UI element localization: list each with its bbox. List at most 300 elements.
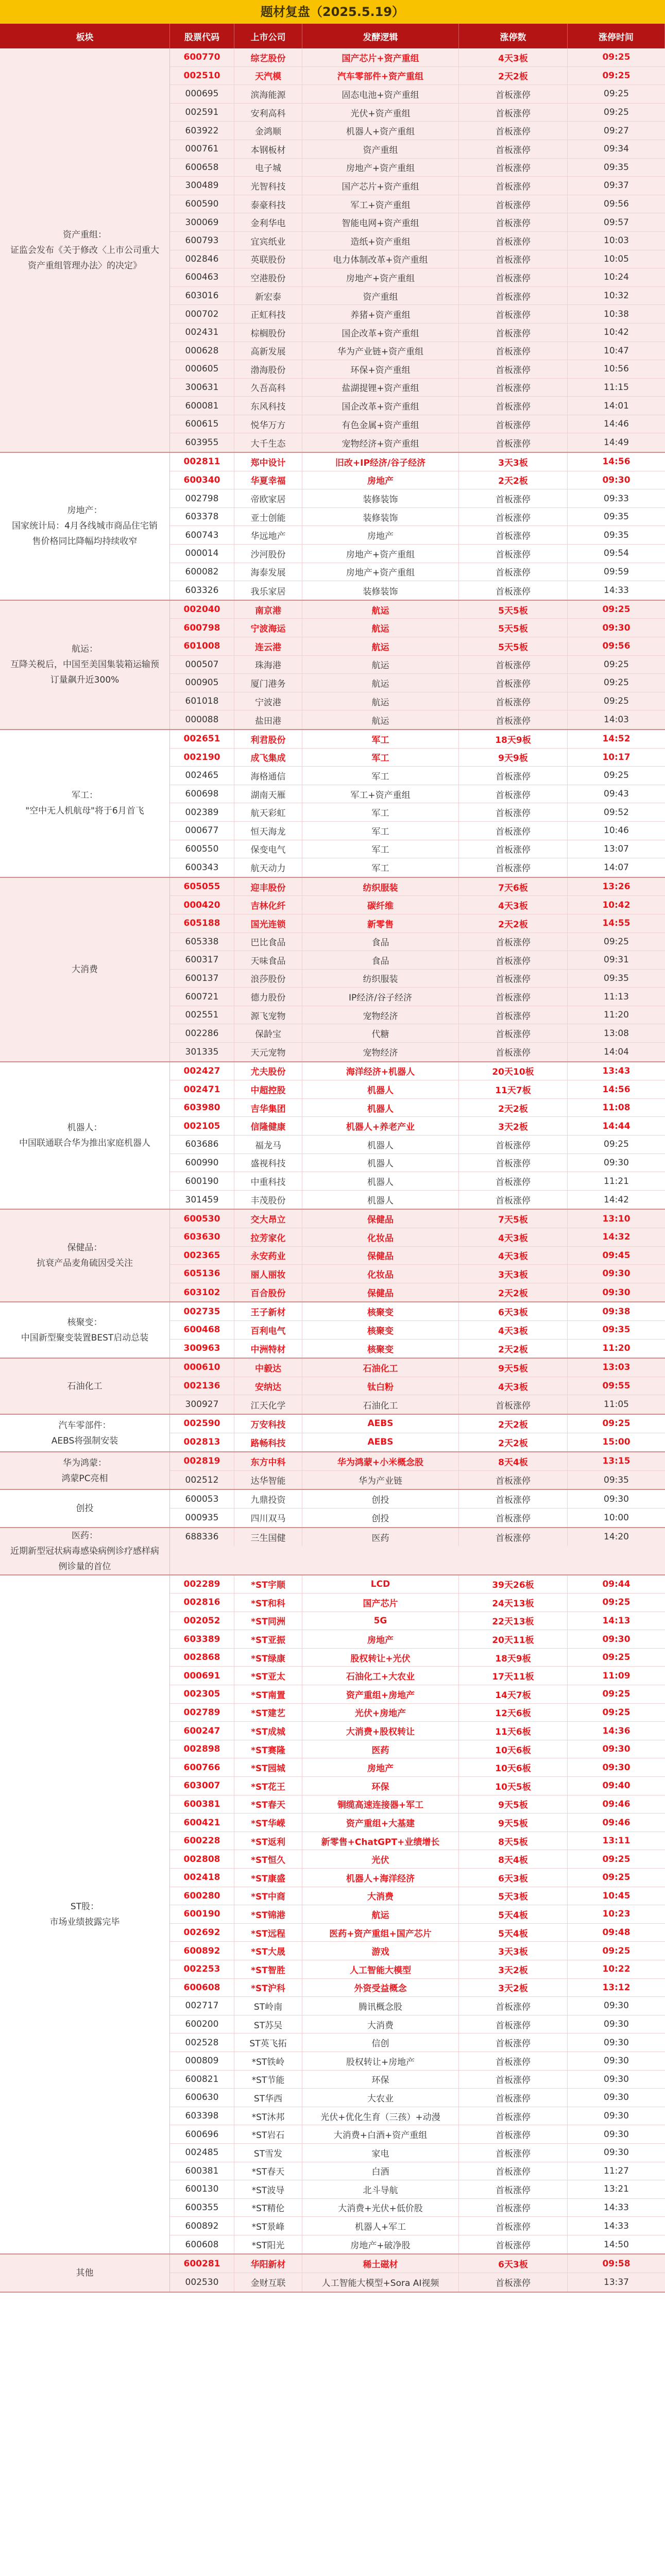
table-row bbox=[170, 1942, 665, 1960]
table-row bbox=[170, 195, 665, 214]
table-row bbox=[170, 1265, 665, 1283]
stock-code: 000088 bbox=[170, 710, 234, 729]
sector-label-cell bbox=[0, 1062, 170, 1209]
stock-code: 600190 bbox=[170, 1905, 234, 1923]
limit-count: 24天13板 bbox=[459, 1594, 568, 1612]
limit-time: 10:00 bbox=[604, 1512, 629, 1523]
company-name: 成飞集成 bbox=[234, 749, 302, 767]
limit-time: 09:30 bbox=[602, 622, 630, 633]
limit-time: 09:25 bbox=[604, 1139, 629, 1150]
table-row bbox=[170, 1191, 665, 1209]
ferment-logic: 石油化工 bbox=[302, 1359, 459, 1377]
table-row bbox=[170, 1722, 665, 1740]
table-row bbox=[170, 213, 665, 232]
ferment-logic: 华为产业链 bbox=[302, 1471, 459, 1489]
limit-time: 09:30 bbox=[604, 2019, 629, 2030]
limit-count: 11天7板 bbox=[459, 1080, 568, 1098]
ferment-logic: 创投 bbox=[302, 1490, 459, 1508]
stock-code: 002811 bbox=[170, 453, 234, 471]
company-name: 丰茂股份 bbox=[234, 1191, 302, 1209]
limit-time: 13:26 bbox=[602, 882, 630, 892]
stock-code: 002551 bbox=[170, 1006, 234, 1024]
limit-time: 13:37 bbox=[604, 2277, 629, 2287]
limit-time: 09:35 bbox=[604, 512, 629, 522]
stock-code: 002105 bbox=[170, 1117, 234, 1135]
limit-time: 09:30 bbox=[604, 2001, 629, 2011]
sector-label-cell bbox=[0, 730, 170, 877]
company-name: 厦门港务 bbox=[234, 674, 302, 692]
limit-time: 09:31 bbox=[604, 955, 629, 965]
header-code: 股票代码 bbox=[170, 24, 234, 48]
table-row bbox=[170, 1302, 665, 1321]
ferment-logic: 纺织服装 bbox=[302, 970, 459, 988]
ferment-logic: 造纸+资产重组 bbox=[302, 232, 459, 250]
company-name: 保龄宝 bbox=[234, 1024, 302, 1042]
table-row bbox=[170, 104, 665, 122]
limit-count: 首板涨停 bbox=[459, 2273, 568, 2292]
limit-count: 首板涨停 bbox=[459, 232, 568, 250]
limit-count: 首板涨停 bbox=[459, 2033, 568, 2052]
limit-time: 10:32 bbox=[604, 291, 629, 301]
ferment-logic: 军工+资产重组 bbox=[302, 195, 459, 213]
stock-code: 603630 bbox=[170, 1228, 234, 1246]
sector-label: ST股： 市场业绩披露完毕 bbox=[49, 1901, 120, 1927]
ferment-logic: 化妆品 bbox=[302, 1265, 459, 1283]
table-row bbox=[170, 1006, 665, 1025]
table-row bbox=[170, 730, 665, 749]
limit-count: 2天2板 bbox=[459, 1340, 568, 1358]
limit-count: 2天2板 bbox=[459, 914, 568, 933]
limit-count: 首板涨停 bbox=[459, 1471, 568, 1489]
company-name: 天味食品 bbox=[234, 951, 302, 969]
table-row bbox=[170, 1043, 665, 1061]
company-name: *ST锦港 bbox=[234, 1905, 302, 1923]
ferment-logic: 资产重组+大基建 bbox=[302, 1814, 459, 1832]
company-name: 吉林化纤 bbox=[234, 896, 302, 914]
stock-code: 600280 bbox=[170, 1887, 234, 1905]
limit-time: 10:45 bbox=[602, 1890, 630, 1901]
table-row bbox=[170, 1612, 665, 1631]
limit-count: 3天3板 bbox=[459, 453, 568, 471]
company-name: 海泰发展 bbox=[234, 563, 302, 581]
ferment-logic: 养猪+资产重组 bbox=[302, 305, 459, 323]
ferment-logic: 北斗导航 bbox=[302, 2180, 459, 2198]
table-row bbox=[170, 1997, 665, 2015]
limit-time: 09:30 bbox=[602, 1268, 630, 1279]
limit-time: 09:30 bbox=[604, 1494, 629, 1504]
limit-time: 09:30 bbox=[602, 1287, 630, 1298]
limit-count: 首板涨停 bbox=[459, 1191, 568, 1209]
limit-time: 09:46 bbox=[602, 1817, 630, 1828]
company-name: 金鸿顺 bbox=[234, 122, 302, 140]
limit-time: 09:25 bbox=[604, 677, 629, 688]
limit-time: 10:38 bbox=[604, 309, 629, 319]
ferment-logic: 大消费+白酒+资产重组 bbox=[302, 2125, 459, 2143]
limit-count: 5天5板 bbox=[459, 601, 568, 619]
table-row bbox=[170, 140, 665, 159]
stock-code: 600615 bbox=[170, 415, 234, 433]
stock-code: 002052 bbox=[170, 1612, 234, 1630]
company-name: 中洲特材 bbox=[234, 1340, 302, 1358]
stock-code: 301335 bbox=[170, 1043, 234, 1061]
limit-count: 首板涨停 bbox=[459, 1043, 568, 1061]
table-row bbox=[170, 1452, 665, 1471]
limit-count: 22天13板 bbox=[459, 1612, 568, 1630]
company-name: 盛视科技 bbox=[234, 1154, 302, 1172]
stock-code: 002253 bbox=[170, 1960, 234, 1978]
ferment-logic: 装修装饰 bbox=[302, 508, 459, 526]
limit-time: 11:13 bbox=[604, 991, 629, 1002]
ferment-logic: 核聚变 bbox=[302, 1321, 459, 1339]
limit-count: 首板涨停 bbox=[459, 803, 568, 821]
header-limit-count: 涨停数 bbox=[459, 24, 568, 48]
stock-code: 603102 bbox=[170, 1283, 234, 1302]
ferment-logic: 信创 bbox=[302, 2033, 459, 2052]
stock-code: 002591 bbox=[170, 104, 234, 122]
limit-time: 09:25 bbox=[602, 1854, 630, 1865]
ferment-logic: 机器人 bbox=[302, 1080, 459, 1098]
limit-time: 14:44 bbox=[602, 1121, 630, 1131]
stock-code: 000809 bbox=[170, 2052, 234, 2070]
limit-count: 2天2板 bbox=[459, 1283, 568, 1302]
stock-code: 600468 bbox=[170, 1321, 234, 1339]
limit-count: 8天4板 bbox=[459, 1452, 568, 1470]
stock-code: 000628 bbox=[170, 342, 234, 360]
company-name: 正虹科技 bbox=[234, 305, 302, 323]
limit-count: 8天5板 bbox=[459, 1832, 568, 1850]
limit-time: 09:40 bbox=[602, 1781, 630, 1791]
ferment-logic: 人工智能大模型+Sora AI视频 bbox=[302, 2273, 459, 2292]
ferment-logic: 装修装饰 bbox=[302, 581, 459, 600]
stock-code: 603007 bbox=[170, 1777, 234, 1795]
limit-count: 首板涨停 bbox=[459, 213, 568, 231]
limit-count: 3天3板 bbox=[459, 1942, 568, 1960]
table-row bbox=[170, 1172, 665, 1191]
company-name: 珠海港 bbox=[234, 656, 302, 674]
limit-count: 2天2板 bbox=[459, 67, 568, 85]
limit-time: 10:17 bbox=[602, 752, 630, 762]
limit-time: 14:36 bbox=[602, 1725, 630, 1736]
limit-count: 首板涨停 bbox=[459, 988, 568, 1006]
company-name: 恒天海龙 bbox=[234, 822, 302, 840]
ferment-logic: 旧改+IP经济/谷子经济 bbox=[302, 453, 459, 471]
limit-time: 09:30 bbox=[602, 474, 630, 485]
limit-time: 09:56 bbox=[604, 199, 629, 210]
limit-time: 09:43 bbox=[604, 789, 629, 800]
ferment-logic: 军工 bbox=[302, 730, 459, 748]
company-name: 郑中设计 bbox=[234, 453, 302, 471]
company-name: *ST恒久 bbox=[234, 1850, 302, 1868]
ferment-logic: 5G bbox=[302, 1612, 459, 1630]
limit-time: 14:56 bbox=[602, 456, 630, 467]
stock-code: 002418 bbox=[170, 1869, 234, 1887]
sector-label: 医药： 近期新型冠状病毒感染病例诊疗感样病例诊量的首位 bbox=[10, 1530, 159, 1572]
ferment-logic: 代糖 bbox=[302, 1024, 459, 1042]
stock-code: 603326 bbox=[170, 581, 234, 600]
company-name: 拉芳家化 bbox=[234, 1228, 302, 1246]
limit-count: 6天3板 bbox=[459, 1869, 568, 1887]
stock-code: 002289 bbox=[170, 1575, 234, 1594]
table-row bbox=[170, 1024, 665, 1043]
company-name: 万安科技 bbox=[234, 1415, 302, 1433]
stock-code: 300631 bbox=[170, 379, 234, 397]
stock-code: 000691 bbox=[170, 1667, 234, 1685]
limit-count: 首板涨停 bbox=[459, 85, 568, 103]
limit-count: 9天5板 bbox=[459, 1359, 568, 1377]
stock-code: 600381 bbox=[170, 2162, 234, 2180]
company-name: *ST景峰 bbox=[234, 2217, 302, 2235]
ferment-logic: 房地产+资产重组 bbox=[302, 545, 459, 563]
company-name: *ST智胜 bbox=[234, 1960, 302, 1978]
limit-time: 09:25 bbox=[602, 52, 630, 63]
sector-label-cell bbox=[0, 2255, 170, 2291]
stock-code: 002846 bbox=[170, 250, 234, 268]
sector-label: 其他 bbox=[76, 2268, 94, 2279]
stock-code: 002465 bbox=[170, 767, 234, 785]
table-row bbox=[170, 1850, 665, 1869]
table-row bbox=[170, 2273, 665, 2292]
stock-code: 600766 bbox=[170, 1758, 234, 1776]
limit-count: 首板涨停 bbox=[459, 1997, 568, 2015]
company-name: 大千生态 bbox=[234, 433, 302, 452]
stock-code: 002136 bbox=[170, 1377, 234, 1395]
ferment-logic: 航运 bbox=[302, 710, 459, 729]
sector-label: 大消费 bbox=[72, 964, 98, 975]
sector-group bbox=[0, 1359, 665, 1415]
limit-time: 09:25 bbox=[602, 1418, 630, 1429]
table-row bbox=[170, 988, 665, 1006]
table-row bbox=[170, 453, 665, 471]
stock-code: 002040 bbox=[170, 601, 234, 619]
limit-time: 09:35 bbox=[604, 162, 629, 173]
table-row bbox=[170, 710, 665, 729]
limit-time: 13:21 bbox=[604, 2184, 629, 2195]
limit-time: 09:25 bbox=[604, 659, 629, 670]
table-row bbox=[170, 1777, 665, 1795]
ferment-logic: 装修装饰 bbox=[302, 489, 459, 507]
company-name: *ST返利 bbox=[234, 1832, 302, 1850]
stock-code: 002590 bbox=[170, 1415, 234, 1433]
stock-code: 002717 bbox=[170, 1997, 234, 2015]
stock-code: 301459 bbox=[170, 1191, 234, 1209]
limit-time: 09:37 bbox=[604, 180, 629, 191]
stock-code: 600463 bbox=[170, 268, 234, 286]
table-row bbox=[170, 545, 665, 563]
limit-count: 首板涨停 bbox=[459, 379, 568, 397]
table-row bbox=[170, 1136, 665, 1154]
stock-code: 002512 bbox=[170, 1471, 234, 1489]
stock-code: 605136 bbox=[170, 1265, 234, 1283]
company-name: 百利电气 bbox=[234, 1321, 302, 1339]
limit-count: 4天3板 bbox=[459, 1247, 568, 1265]
sector-label-cell bbox=[0, 48, 170, 452]
ferment-logic: 环保 bbox=[302, 2071, 459, 2089]
table-row bbox=[170, 2199, 665, 2217]
ferment-logic: 游戏 bbox=[302, 1942, 459, 1960]
company-name: *ST华嵘 bbox=[234, 1814, 302, 1832]
table-row bbox=[170, 2052, 665, 2071]
limit-time: 09:25 bbox=[602, 1652, 630, 1663]
table-row bbox=[170, 1869, 665, 1887]
stock-code: 002528 bbox=[170, 2033, 234, 2052]
ferment-logic: 机器人 bbox=[302, 1136, 459, 1154]
company-name: 达华智能 bbox=[234, 1471, 302, 1489]
stock-code: 600696 bbox=[170, 2125, 234, 2143]
limit-time: 09:57 bbox=[604, 217, 629, 228]
sector-label: 汽车零部件： AEBS将强制安装 bbox=[51, 1420, 118, 1446]
stock-code: 000507 bbox=[170, 656, 234, 674]
stock-code: 002789 bbox=[170, 1704, 234, 1722]
table-row bbox=[170, 1887, 665, 1906]
limit-count: 首板涨停 bbox=[459, 840, 568, 858]
limit-time: 13:43 bbox=[602, 1065, 630, 1076]
limit-count: 首板涨停 bbox=[459, 104, 568, 122]
stock-code: 300069 bbox=[170, 213, 234, 231]
company-name: ST岭南 bbox=[234, 1997, 302, 2015]
limit-count: 首板涨停 bbox=[459, 545, 568, 563]
limit-count: 首板涨停 bbox=[459, 1395, 568, 1414]
table-row bbox=[170, 1377, 665, 1396]
sector-group bbox=[0, 601, 665, 730]
stock-code: 002898 bbox=[170, 1740, 234, 1758]
table-row bbox=[170, 1649, 665, 1667]
stock-code: 002485 bbox=[170, 2144, 234, 2162]
limit-count: 2天2板 bbox=[459, 1415, 568, 1433]
table-row bbox=[170, 1283, 665, 1302]
table-row bbox=[170, 67, 665, 86]
company-name: 高新发展 bbox=[234, 342, 302, 360]
ferment-logic: 国产芯片 bbox=[302, 1594, 459, 1612]
company-name: *ST精伦 bbox=[234, 2199, 302, 2217]
table-row bbox=[170, 1415, 665, 1433]
limit-time: 14:42 bbox=[604, 1194, 629, 1205]
stock-code: 601018 bbox=[170, 692, 234, 710]
sector-rows bbox=[170, 48, 665, 452]
table-row bbox=[170, 415, 665, 434]
stock-code: 600793 bbox=[170, 232, 234, 250]
company-name: 安纳达 bbox=[234, 1377, 302, 1395]
ferment-logic: 机器人 bbox=[302, 1191, 459, 1209]
limit-count: 3天2板 bbox=[459, 1960, 568, 1978]
stock-code: 600381 bbox=[170, 1795, 234, 1814]
stock-code: 600530 bbox=[170, 1210, 234, 1228]
limit-count: 首板涨停 bbox=[459, 2180, 568, 2198]
company-name: 路畅科技 bbox=[234, 1433, 302, 1452]
ferment-logic: 房地产 bbox=[302, 1758, 459, 1776]
company-name: 中重科技 bbox=[234, 1172, 302, 1190]
stock-code: 600608 bbox=[170, 2235, 234, 2254]
company-name: 渤海股份 bbox=[234, 360, 302, 378]
sector-label-cell bbox=[0, 601, 170, 729]
company-name: *ST康盛 bbox=[234, 1869, 302, 1887]
company-name: *ST春天 bbox=[234, 2162, 302, 2180]
company-name: *ST节能 bbox=[234, 2071, 302, 2089]
limit-time: 14:33 bbox=[604, 2202, 629, 2213]
limit-count: 6天3板 bbox=[459, 2255, 568, 2273]
stock-code: 600281 bbox=[170, 2255, 234, 2273]
table-row bbox=[170, 1062, 665, 1081]
limit-time: 14:52 bbox=[602, 734, 630, 744]
limit-count: 首板涨停 bbox=[459, 951, 568, 969]
company-name: *ST大晟 bbox=[234, 1942, 302, 1960]
limit-count: 2天2板 bbox=[459, 1433, 568, 1452]
limit-count: 2天2板 bbox=[459, 1099, 568, 1117]
limit-time: 11:20 bbox=[602, 1343, 630, 1354]
limit-time: 09:35 bbox=[602, 1325, 630, 1335]
company-name: 华夏幸福 bbox=[234, 471, 302, 489]
table-row bbox=[170, 1979, 665, 1997]
company-name: 棕榈股份 bbox=[234, 324, 302, 342]
company-name: 巴比食品 bbox=[234, 933, 302, 951]
table-row bbox=[170, 1080, 665, 1099]
company-name: *ST园城 bbox=[234, 1758, 302, 1776]
stock-code: 300489 bbox=[170, 177, 234, 195]
ferment-logic: 光伏 bbox=[302, 1850, 459, 1868]
limit-count: 首板涨停 bbox=[459, 250, 568, 268]
ferment-logic: 机器人 bbox=[302, 1099, 459, 1117]
limit-time: 15:00 bbox=[602, 1437, 630, 1448]
sector-rows bbox=[170, 1062, 665, 1209]
limit-time: 09:30 bbox=[604, 2037, 629, 2048]
company-name: 中毅达 bbox=[234, 1359, 302, 1377]
sector-label-cell bbox=[0, 1490, 170, 1527]
company-name: *ST绿康 bbox=[234, 1649, 302, 1667]
limit-count: 11天6板 bbox=[459, 1722, 568, 1740]
limit-count: 首板涨停 bbox=[459, 159, 568, 177]
sector-label-cell bbox=[0, 1452, 170, 1489]
ferment-logic: 股权转让+房地产 bbox=[302, 2052, 459, 2070]
sheet-title: 题材复盘（2025.5.19） bbox=[0, 0, 665, 24]
limit-count: 首板涨停 bbox=[459, 324, 568, 342]
sector-label: 航运： 互降关税后，中国至美国集装箱运输预订量飙升近300% bbox=[10, 644, 159, 686]
ferment-logic: 航运 bbox=[302, 619, 459, 637]
ferment-logic: 稀土磁材 bbox=[302, 2255, 459, 2273]
limit-time: 14:33 bbox=[604, 585, 629, 596]
ferment-logic: 国企改革+资产重组 bbox=[302, 324, 459, 342]
limit-count: 首板涨停 bbox=[459, 2015, 568, 2033]
sector-label-cell bbox=[0, 1528, 170, 1574]
table-row bbox=[170, 2217, 665, 2235]
stock-code: 600630 bbox=[170, 2089, 234, 2107]
company-name: 金利华电 bbox=[234, 213, 302, 231]
limit-count: 首板涨停 bbox=[459, 2052, 568, 2070]
company-name: 丽人丽妆 bbox=[234, 1265, 302, 1283]
ferment-logic: 军工 bbox=[302, 803, 459, 821]
limit-time: 09:27 bbox=[604, 125, 629, 136]
limit-count: 首板涨停 bbox=[459, 508, 568, 526]
table-row bbox=[170, 1960, 665, 1979]
ferment-logic: 外资受益概念 bbox=[302, 1979, 459, 1997]
limit-time: 09:30 bbox=[604, 2111, 629, 2122]
limit-count: 4天3板 bbox=[459, 1228, 568, 1246]
stock-code: 600550 bbox=[170, 840, 234, 858]
table-row bbox=[170, 1832, 665, 1851]
company-name: 电子城 bbox=[234, 159, 302, 177]
company-name: 综艺股份 bbox=[234, 48, 302, 66]
company-name: 江天化学 bbox=[234, 1395, 302, 1414]
company-name: *ST和科 bbox=[234, 1594, 302, 1612]
limit-count: 17天11板 bbox=[459, 1667, 568, 1685]
limit-count: 4天3板 bbox=[459, 48, 568, 66]
stock-code: 002190 bbox=[170, 749, 234, 767]
table-row bbox=[170, 914, 665, 933]
ferment-logic: 机器人+海洋经济 bbox=[302, 1869, 459, 1887]
limit-time: 09:30 bbox=[604, 1157, 629, 1168]
table-row bbox=[170, 637, 665, 656]
stock-code: 600892 bbox=[170, 1942, 234, 1960]
stock-code: 603955 bbox=[170, 433, 234, 452]
stock-code: 603980 bbox=[170, 1099, 234, 1117]
